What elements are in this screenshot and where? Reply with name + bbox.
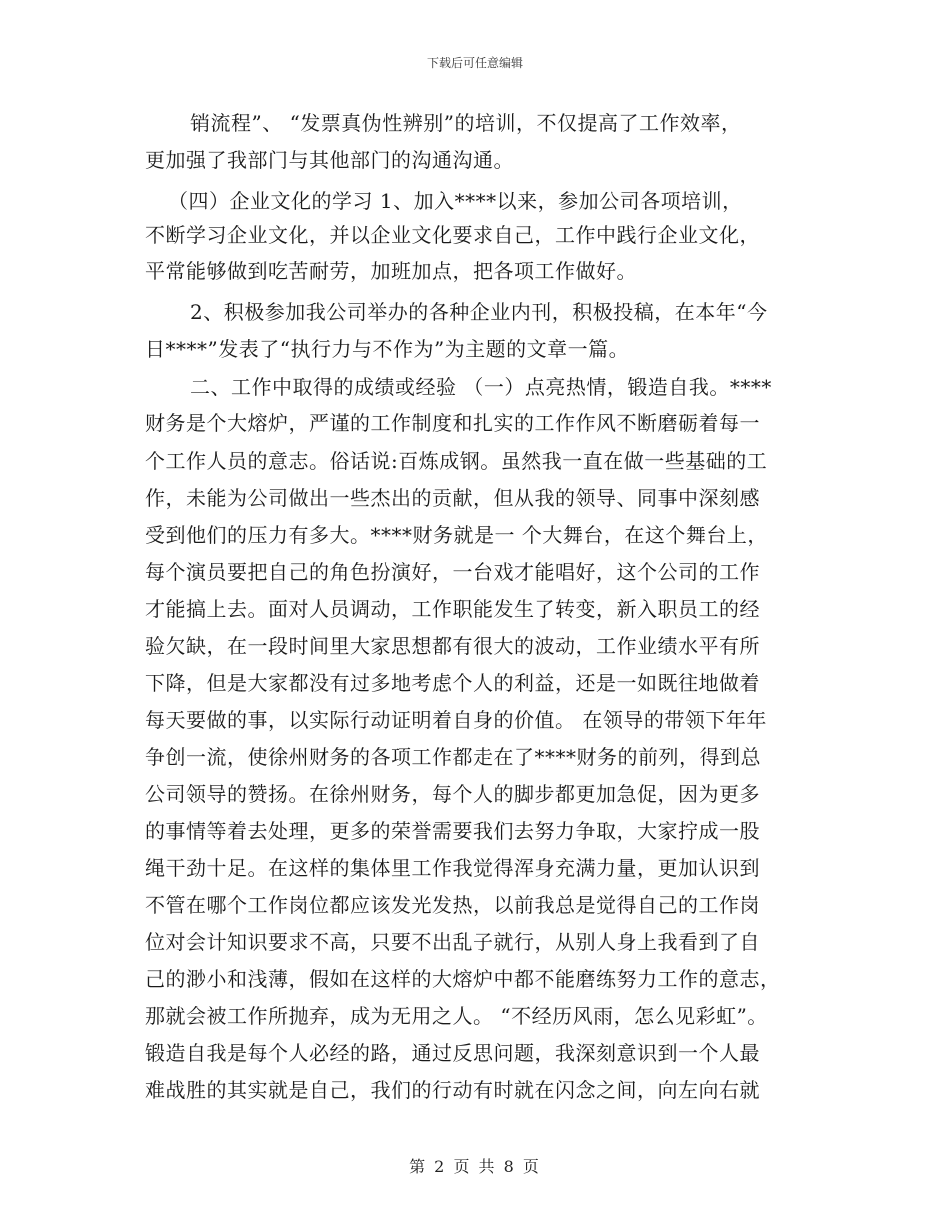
text-line: 的事情等着去处理，更多的荣誉需要我们去努力争取，大家拧成一股 xyxy=(145,819,760,843)
text-line: 不断学习企业文化，并以企业文化要求自己，工作中践行企业文化， xyxy=(145,223,760,247)
text-line: 才能搞上去。面对人员调动，工作职能发生了转变，新入职员工的经 xyxy=(145,597,760,621)
text-line: 二、工作中取得的成绩或经验 （一）点亮热情，锻造自我。**** xyxy=(190,375,772,399)
text-line: 2、积极参加我公司举办的各种企业内刊，积极投稿，在本年“今 xyxy=(190,300,768,324)
text-line: 个工作人员的意志。俗话说:百炼成钢。虽然我一直在做一些基础的工 xyxy=(145,449,768,473)
text-line: 受到他们的压力有多大。****财务就是一 个大舞台，在这个舞台上， xyxy=(145,523,768,547)
page-header-note: 下载后可任意编辑 xyxy=(426,56,523,70)
text-line: 难战胜的其实就是自己，我们的行动有时就在闪念之间，向左向右就 xyxy=(145,1078,760,1102)
text-line: 争创一流，使徐州财务的各项工作都走在了****财务的前列，得到总 xyxy=(145,745,761,769)
page-number-footer: 第 2 页 共 8 页 xyxy=(409,1157,541,1176)
text-line: 锻造自我是每个人必经的路，通过反思问题，我深刻意识到一个人最 xyxy=(145,1041,760,1065)
text-line: 不管在哪个工作岗位都应该发光发热，以前我总是觉得自己的工作岗 xyxy=(145,893,760,917)
text-line: 平常能够做到吃苦耐劳，加班加点，把各项工作做好。 xyxy=(145,259,637,283)
text-line: 日****”发表了“执行力与不作为”为主题的文章一篇。 xyxy=(145,337,630,361)
text-line: 那就会被工作所抛弃，成为无用之人。 “不经历风雨，怎么见彩虹”。 xyxy=(145,1004,768,1028)
text-line: 销流程”、 “发票真伪性辨别”的培训，不仅提高了工作效率， xyxy=(190,111,742,135)
text-line: 验欠缺，在一段时间里大家思想都有很大的波动，工作业绩水平有所 xyxy=(145,634,760,658)
text-line: 更加强了我部门与其他部门的沟通沟通。 xyxy=(145,148,514,172)
text-line: （四）企业文化的学习 1、加入****以来，参加公司各项培训， xyxy=(168,189,743,213)
text-line: 下降，但是大家都没有过多地考虑个人的利益，还是一如既往地做着 xyxy=(145,671,760,695)
text-line: 位对会计知识要求不高，只要不出乱子就行，从别人身上我看到了自 xyxy=(145,930,760,954)
text-line: 绳干劲十足。在这样的集体里工作我觉得浑身充满力量，更加认识到 xyxy=(145,856,760,880)
text-line: 每天要做的事，以实际行动证明着自身的价值。 在领导的带领下年年 xyxy=(145,708,767,732)
text-line: 作，未能为公司做出一些杰出的贡献，但从我的领导、同事中深刻感 xyxy=(145,486,760,510)
text-line: 每个演员要把自己的角色扮演好，一台戏才能唱好，这个公司的工作 xyxy=(145,560,760,584)
text-line: 公司领导的赞扬。在徐州财务，每个人的脚步都更加急促，因为更多 xyxy=(145,782,760,806)
text-line: 己的渺小和浅薄，假如在这样的大熔炉中都不能磨练努力工作的意志， xyxy=(145,967,781,991)
text-line: 财务是个大熔炉，严谨的工作制度和扎实的工作作风不断磨砺着每一 xyxy=(145,411,760,435)
